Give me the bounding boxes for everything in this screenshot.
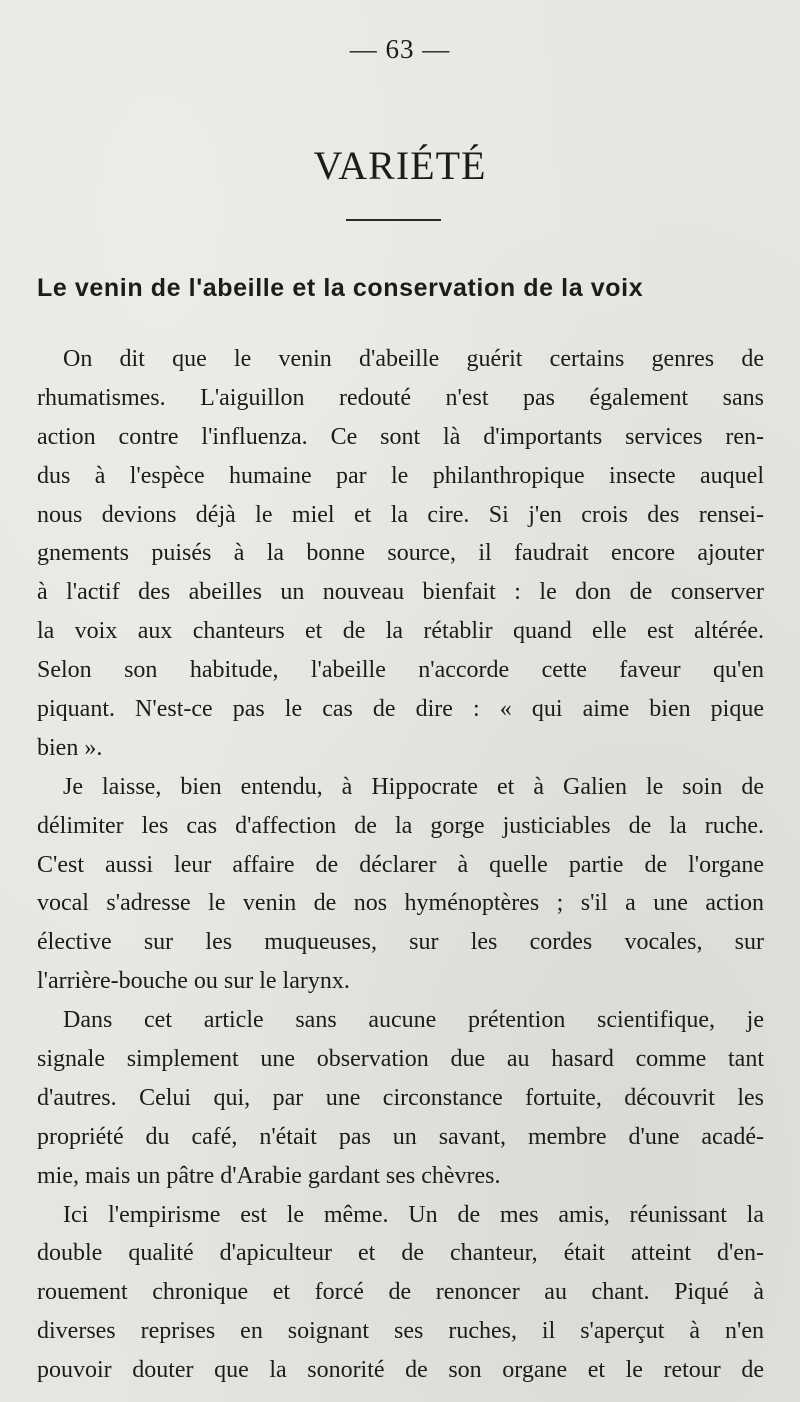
text-line: élective sur les muqueuses, sur les cordes vocales, sur — [37, 929, 764, 956]
paragraph — [37, 1001, 764, 1195]
text-line: signale simplement une observation due au hasard comme tant — [37, 1046, 764, 1073]
page-number: — 63 — — [349, 34, 451, 64]
text-line: double qualité d'apiculteur et de chanteur, était atteint d'en- — [37, 1240, 764, 1267]
text-line: rhumatismes. L'aiguillon redouté n'est pas également sans — [37, 384, 764, 411]
text-line: d'autres. Celui qui, par une circonstance fortuite, découvrit les — [37, 1084, 764, 1111]
text-line: piquant. N'est-ce pas le cas de dire : « qui aime bien pique — [37, 696, 764, 723]
text-line: C'est aussi leur affaire de déclarer à quelle partie de l'organe — [37, 851, 764, 878]
paragraph — [37, 1196, 764, 1390]
text-line: à l'actif des abeilles un nouveau bienfait : le don de conserver — [37, 579, 764, 606]
text-line: action contre l'influenza. Ce sont là d'importants services ren- — [37, 423, 764, 450]
text-line: délimiter les cas d'affection de la gorge justiciables de la ruche. — [37, 812, 764, 839]
text-line: dus à l'espèce humaine par le philanthropique insecte auquel — [37, 462, 764, 489]
text-line: gnements puisés à la bonne source, il faudrait encore ajouter — [37, 540, 764, 567]
text-line: bien ». — [37, 734, 103, 761]
paragraph — [37, 340, 764, 768]
text-line: la voix aux chanteurs et de la rétablir quand elle est altérée. — [37, 618, 764, 645]
article-body — [37, 340, 764, 1390]
text-line: vocal s'adresse le venin de nos hyménoptères ; s'il a une action — [37, 890, 764, 917]
text-line: rouement chronique et forcé de renoncer au chant. Piqué à — [37, 1279, 764, 1306]
text-line: Dans cet article sans aucune prétention scientifique, je — [63, 1007, 764, 1034]
article-title: Le venin de l'abeille et la conservation de la voix — [37, 274, 644, 302]
text-line: l'arrière-bouche ou sur le larynx. — [37, 968, 350, 995]
text-line: On dit que le venin d'abeille guérit certains genres de — [63, 346, 764, 372]
paragraph — [37, 768, 764, 1001]
text-line: propriété du café, n'était pas un savant, membre d'une acadé- — [37, 1123, 764, 1150]
section-title: VARIÉTÉ — [313, 143, 487, 188]
text-line: diverses reprises en soignant ses ruches, il s'aperçut à n'en — [37, 1318, 764, 1345]
text-line: nous devions déjà le miel et la cire. Si j'en crois des rensei- — [37, 501, 764, 528]
title-divider — [346, 219, 441, 221]
text-line: Je laisse, bien entendu, à Hippocrate et à Galien le soin de — [63, 773, 764, 800]
text-line: mie, mais un pâtre d'Arabie gardant ses chèvres. — [37, 1162, 501, 1189]
text-line: Ici l'empirisme est le même. Un de mes amis, réunissant la — [63, 1201, 764, 1228]
text-line: Selon son habitude, l'abeille n'accorde cette faveur qu'en — [37, 657, 764, 684]
text-line: pouvoir douter que la sonorité de son organe et le retour de — [37, 1357, 764, 1384]
